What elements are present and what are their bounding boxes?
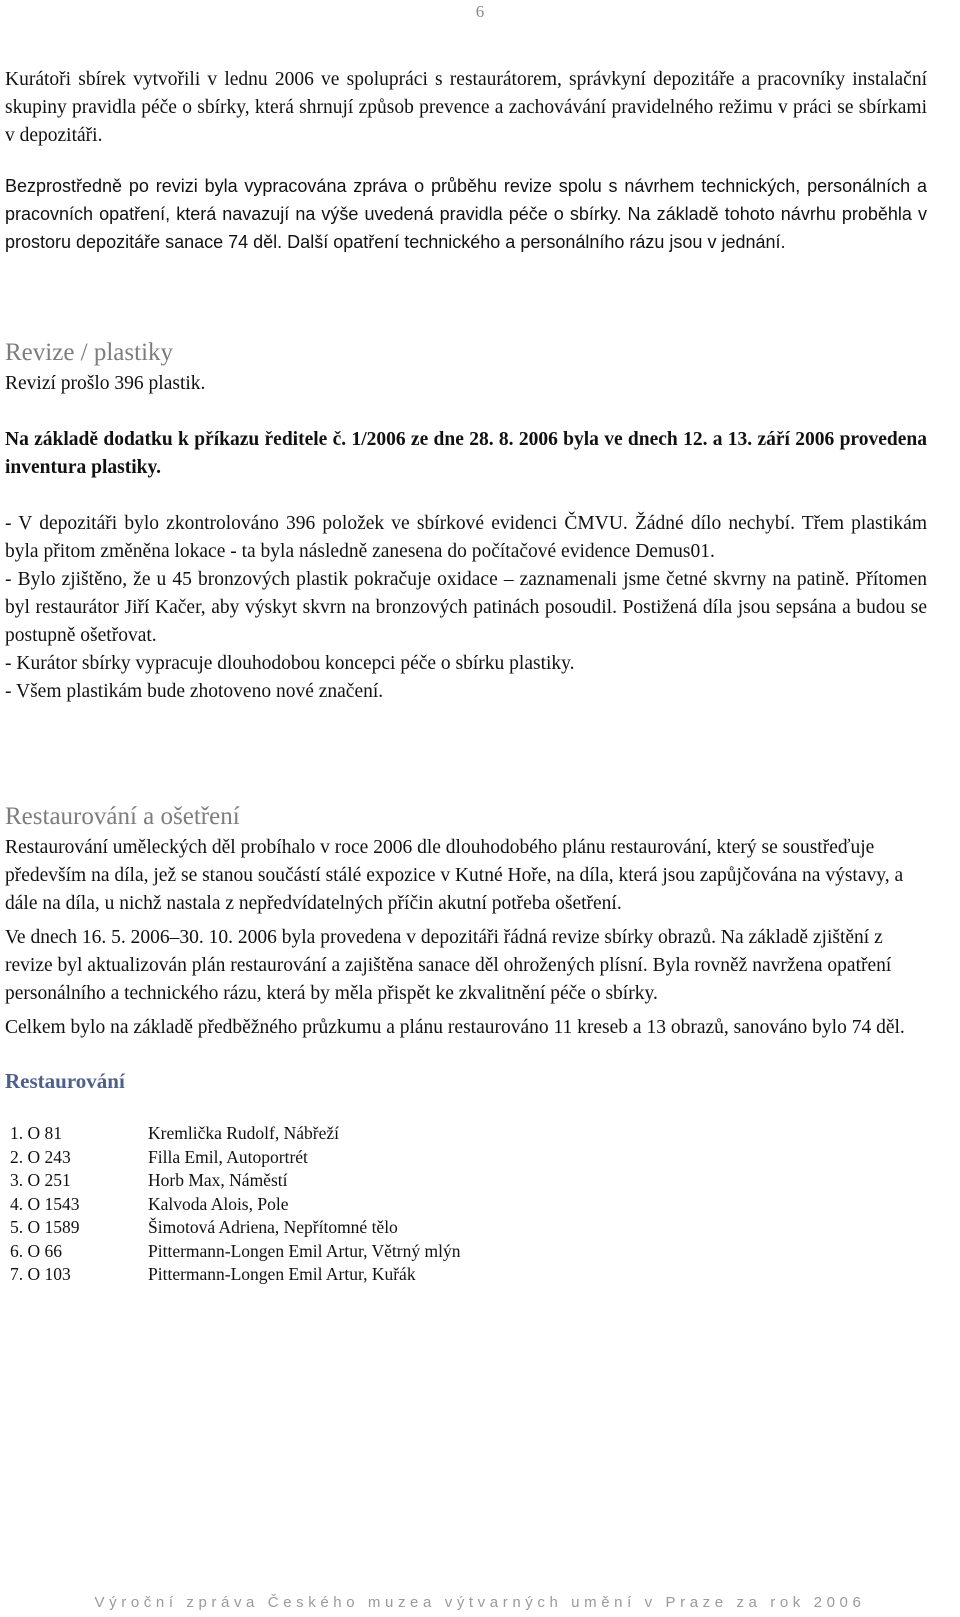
restaurovani-paragraph-1: Restaurování uměleckých děl probíhalo v roce 2006 dle dlouhodobého plánu restaurování, který se soustřeďuje především na díla, jež se stanou součástí stálé expozice v Kutné Hoře, na díla, která jsou zapůjčována na výstavy, a dále na díla, u nichž nastala z nepředvídatelných příčin akutní potřeba ošetření. [5, 837, 904, 914]
item-name: Kremlička Rudolf, Nábřeží [148, 1123, 339, 1143]
list-item [10, 1146, 460, 1170]
item-number: 7. O 103 [10, 1264, 71, 1284]
section-heading-revize: Revize / plastiky [5, 339, 174, 366]
page-footer: Výroční zpráva Českého muzea výtvarných umění v Praze za rok 2006 [94, 1594, 866, 1611]
item-number: 6. O 66 [10, 1240, 63, 1261]
item-name: Pittermann-Longen Emil Artur, Větrný mlýn [148, 1240, 461, 1261]
item-number: 2. O 243 [10, 1146, 71, 1167]
item-name: Šimotová Adriena, Nepřítomné tělo [148, 1217, 398, 1237]
revize-item: - Všem plastikám bude zhotoveno nové značení. [5, 681, 384, 702]
restaurovani-paragraph-3: Celkem bylo na základě předběžného průzkumu a plánu restaurováno 11 kreseb a 13 obrazů, sanováno bylo 74 děl. [5, 1017, 905, 1038]
document-body [5, 66, 927, 1287]
list-item [10, 1169, 460, 1193]
list-item [10, 1122, 460, 1146]
item-number: 4. O 1543 [10, 1193, 80, 1214]
subheading-restaurovani: Restaurování [5, 1069, 125, 1093]
item-name: Kalvoda Alois, Pole [148, 1193, 289, 1214]
item-number: 3. O 251 [10, 1170, 71, 1190]
page-number: 6 [475, 2, 485, 21]
item-number: 1. O 81 [10, 1123, 63, 1143]
item-name: Filla Emil, Autoportrét [148, 1146, 308, 1167]
revize-count: Revizí prošlo 396 plastik. [5, 373, 206, 394]
list-item [10, 1193, 460, 1217]
item-number: 5. O 1589 [10, 1217, 80, 1237]
item-name: Pittermann-Longen Emil Artur, Kuřák [148, 1264, 416, 1284]
item-name: Horb Max, Náměstí [148, 1170, 288, 1190]
list-item [10, 1263, 460, 1287]
revize-order: Na základě dodatku k příkazu ředitele č. 1/2006 ze dne 28. 8. 2006 byla ve dnech 12. a 13. září 2006 provedena inventura plastiky. [5, 429, 927, 478]
list-item [10, 1240, 460, 1264]
intro-paragraph-2: Bezprostředně po revizi byla vypracována zpráva o průběhu revize spolu s návrhem technických, personálních a pracovních opatření, která navazují na výše uvedená pravidla péče o sbírky. Na základě tohoto návrhu proběhla v prostoru depozitáře sanace 74 děl. Další opatření technického a personálního rázu jsou v jednání. [5, 176, 927, 252]
restaurovani-paragraph-2: Ve dnech 16. 5. 2006–30. 10. 2006 byla provedena v depozitáři řádná revize sbírky obrazů. Na základě zjištění z revize byl aktualizován plán restaurování a zajištěna sanace děl ohrožených plísní. Byla rovněž navržena opatření personálního a technického rázu, která by měla přispět ke zkvalitnění péče o sbírky. [5, 927, 892, 1004]
list-item [10, 1216, 460, 1240]
intro-paragraph-1: Kurátoři sbírek vytvořili v lednu 2006 ve spolupráci s restaurátorem, správkyní depozitáře a pracovníky instalační skupiny pravidla péče o sbírky, která shrnují způsob prevence a zachovávání pravidelného režimu v práci se sbírkami v depozitáři. [5, 69, 927, 146]
revize-item: - V depozitáři bylo zkontrolováno 396 položek ve sbírkové evidenci ČMVU. Žádné dílo nechybí. Třem plastikám byla přitom změněna lokace - ta byla následně zanesena do počítačové evidence Demus01. [5, 513, 927, 562]
section-heading-restaurovani: Restaurování a ošetření [5, 803, 240, 830]
restoration-list [10, 1122, 460, 1287]
revize-item: - Kurátor sbírky vypracuje dlouhodobou koncepci péče o sbírku plastiky. [5, 653, 575, 674]
revize-item: - Bylo zjištěno, že u 45 bronzových plastik pokračuje oxidace – zaznamenali jsme četné skvrny na patině. Přítomen byl restaurátor Jiří Kačer, aby výskyt skvrn na bronzových patinách posoudil. Postižená díla jsou sepsána a budou se postupně ošetřovat. [5, 569, 927, 646]
